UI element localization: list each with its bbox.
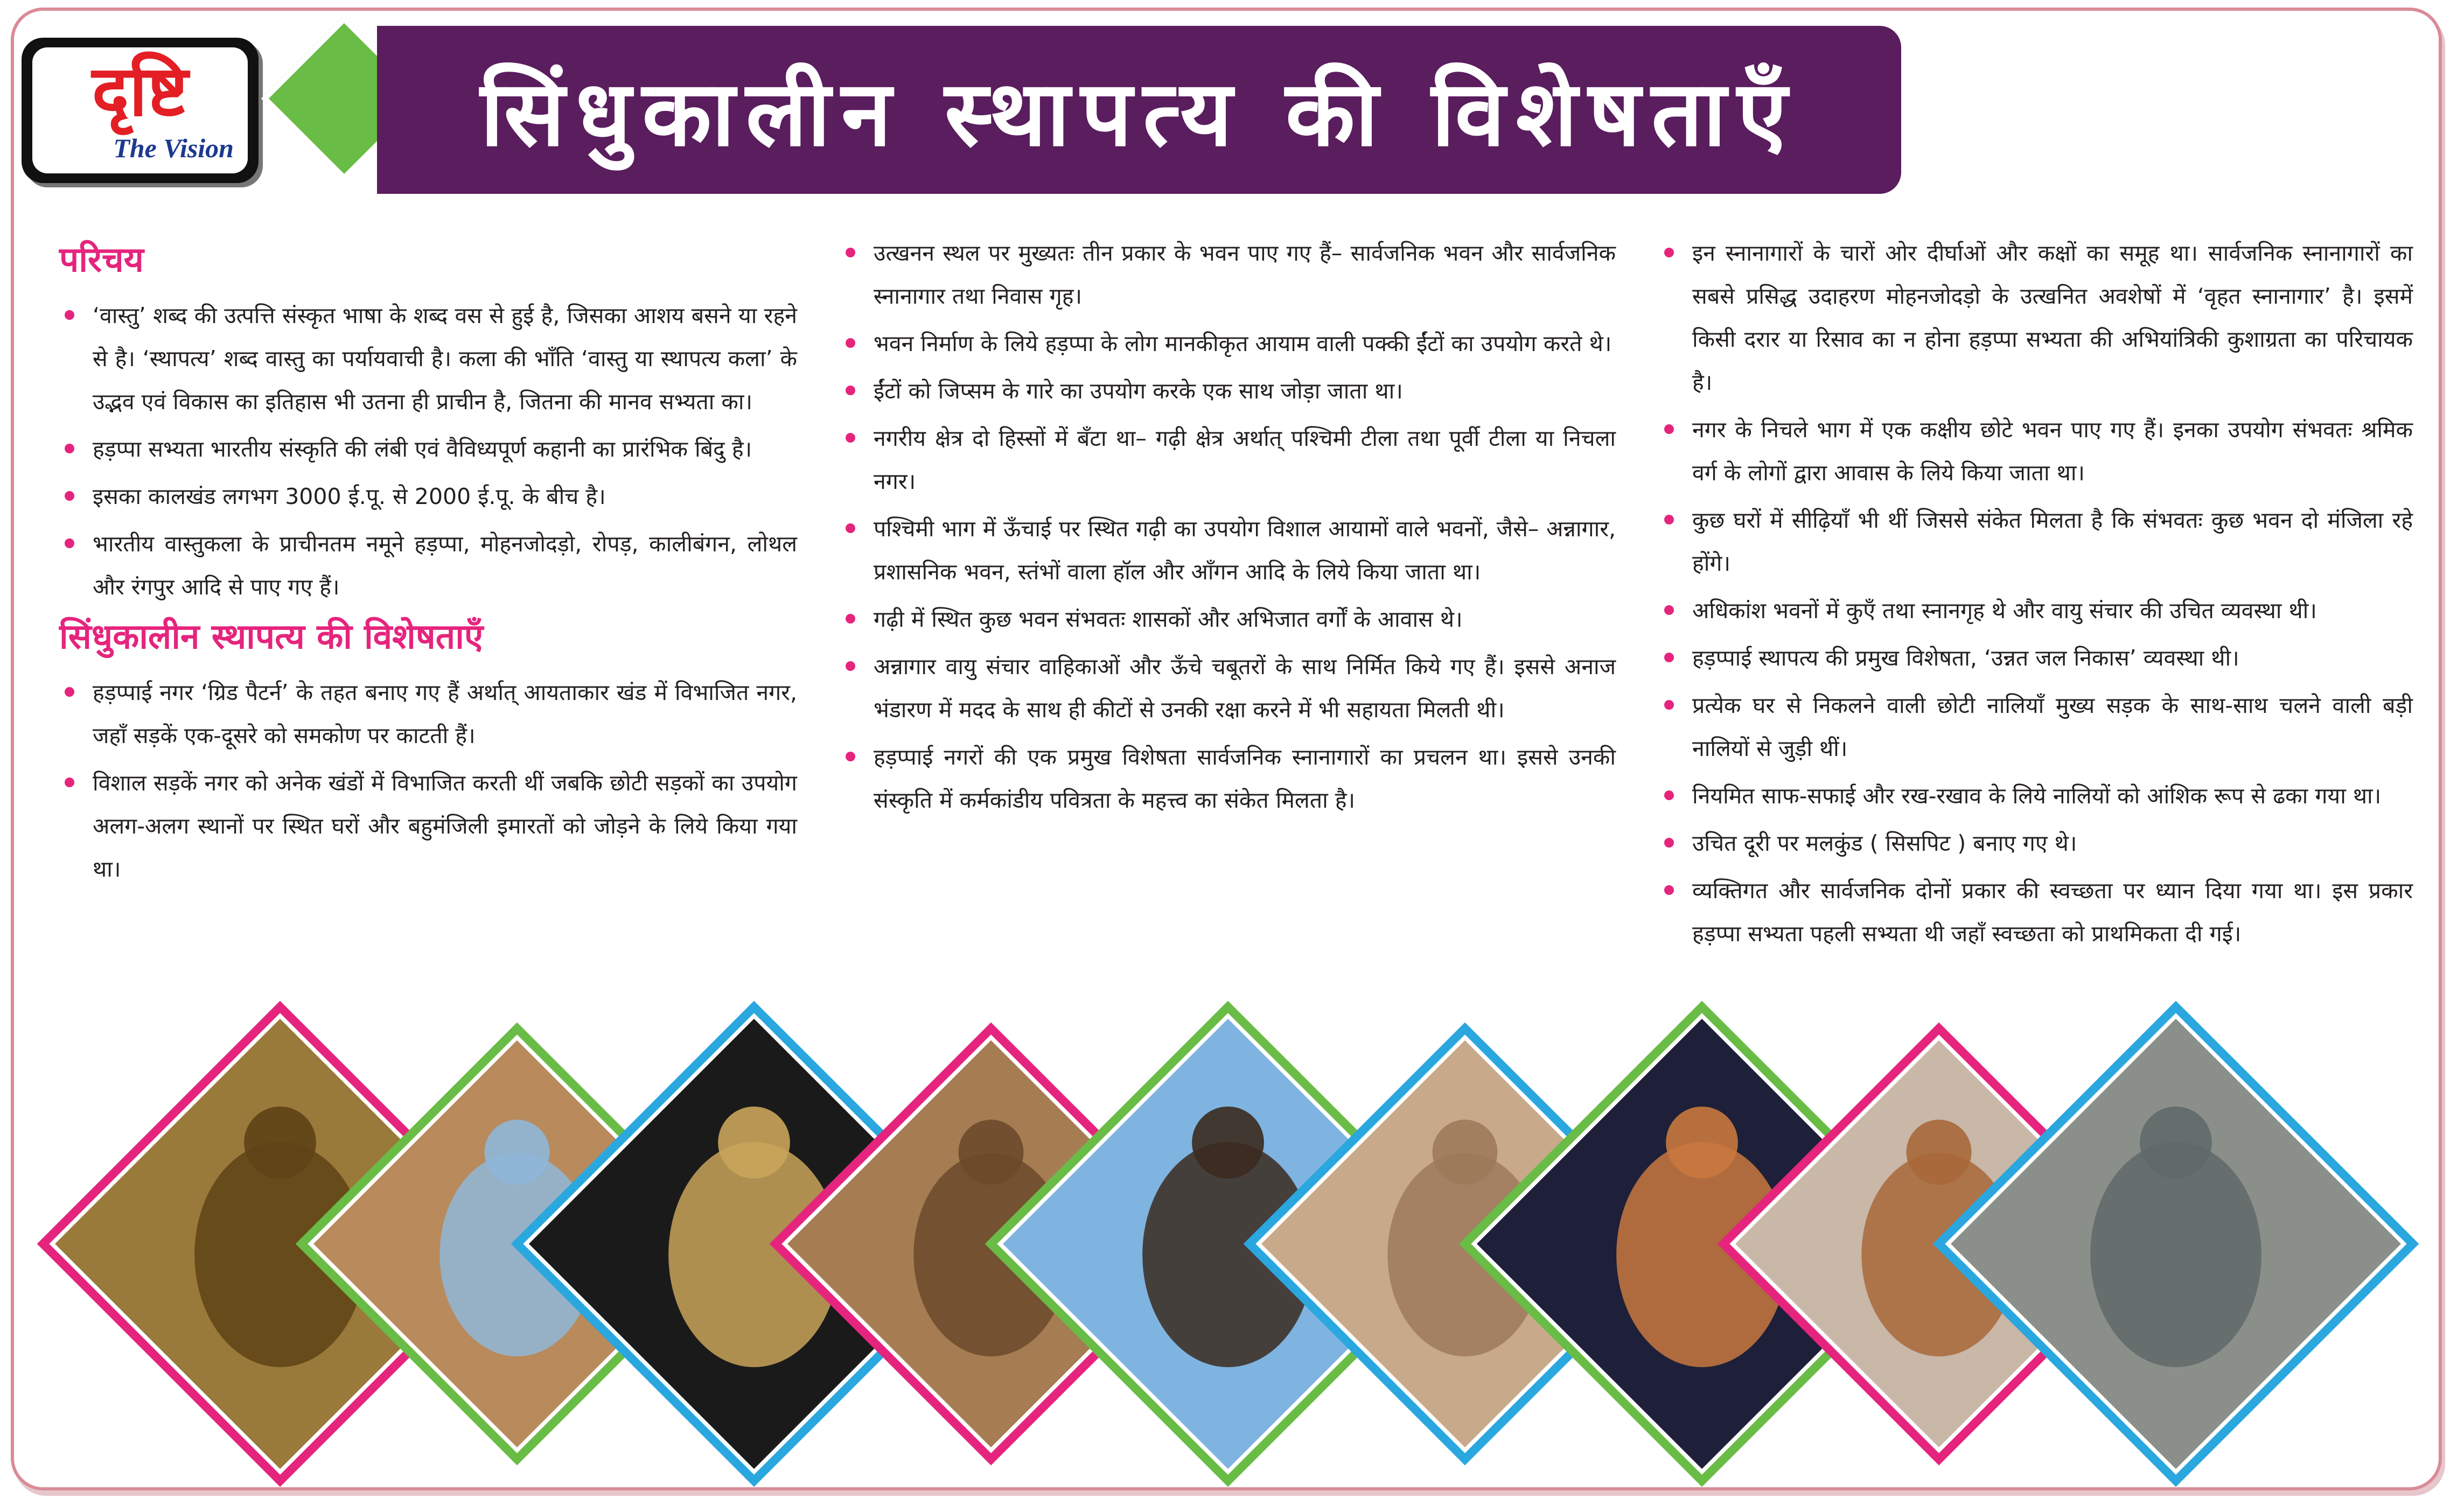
list-item: हड़प्पा सभ्यता भारतीय संस्कृति की लंबी एवं वैविध्यपूर्ण कहानी का प्रारंभिक बिंदु है। [59,428,797,471]
title-banner [377,26,1901,194]
intro-list [59,294,797,608]
list-item: ईंटों को जिप्सम के गारे का उपयोग करके एक साथ जोड़ा जाता था। [840,369,1616,412]
list-item: गढ़ी में स्थित कुछ भवन संभवतः शासकों और अभिजात वर्गों के आवास थे। [840,598,1616,641]
list-item: विशाल सड़कें नगर को अनेक खंडों में विभाजित करती थीं जबकि छोटी सड़कों का उपयोग अलग-अलग स्थानों पर स्थित घरों और बहुमंजिली इमारतों को जोड़ने के लिये किया गया था। [59,761,797,891]
logo-english-text: The Vision [113,133,234,163]
features-heading: सिंधुकालीन स्थापत्य की विशेषताएँ [59,617,484,657]
list-item: ‘वास्तु’ शब्द की उत्पत्ति संस्कृत भाषा के शब्द वस से हुई है, जिसका आशय बसने या रहने से है। ‘स्थापत्य’ शब्द वास्तु का पर्यायवाची है। कला की भाँति ‘वास्तु या स्थापत्य कला’ के उद्भव एवं विकास का इतिहास भी उतना ही प्राचीन है, जितना की मानव सभ्यता का। [59,294,797,423]
list-item: उत्खनन स्थल पर मुख्यतः तीन प्रकार के भवन पाए गए हैं– सार्वजनिक भवन और सार्वजनिक स्नानागार तथा निवास गृह। [840,232,1616,318]
list-item: कुछ घरों में सीढ़ियाँ भी थीं जिससे संकेत मिलता है कि संभवतः कुछ भवन दो मंजिला रहे होंगे। [1659,499,2413,585]
list-item: प्रत्येक घर से निकलने वाली छोटी नालियाँ मुख्य सड़क के साथ-साथ चलने वाली बड़ी नालियों से जुड़ी थीं। [1659,684,2413,770]
list-item: नियमित साफ-सफाई और रख-रखाव के लिये नालियों को आंशिक रूप से ढका गया था। [1659,774,2413,817]
list-item: नगर के निचले भाग में एक कक्षीय छोटे भवन पाए गए हैं। इनका उपयोग संभवतः श्रमिक वर्ग के लोगों द्वारा आवास के लिये किया जाता था। [1659,408,2413,494]
page-title: सिंधुकालीन स्थापत्य की विशेषताएँ [480,60,1798,166]
list-item: व्यक्तिगत और सार्वजनिक दोनों प्रकार की स्वच्छता पर ध्यान दिया गया था। इस प्रकार हड़प्पा सभ्यता पहली सभ्यता थी जहाँ स्वच्छता को प्राथमिकता दी गई। [1659,869,2413,955]
list-item: इसका कालखंड लगभग 3000 ई.पू. से 2000 ई.पू. के बीच है। [59,475,797,518]
brand-logo [22,38,259,183]
list-item: हड़प्पाई स्थापत्य की प्रमुख विशेषता, ‘उन्नत जल निकास’ व्यवस्था थी। [1659,636,2413,680]
column-1 [59,237,797,896]
list-item: इन स्नानागारों के चारों ओर दीर्घाओं और कक्षों का समूह था। सार्वजनिक स्नानागारों का सबसे प्रसिद्ध उदाहरण मोहनजोदड़ो के उत्खनित अवशेषों में ‘वृहत स्नानागार’ है। इसमें किसी दरार या रिसाव का न होना हड़प्पा सभ्यता की अभियांत्रिकी कुशाग्रता का परिचायक है। [1659,232,2413,404]
intro-heading: परिचय [59,240,144,280]
column-2-list [840,232,1616,822]
list-item: भवन निर्माण के लिये हड़प्पा के लोग मानकीकृत आयाम वाली पक्की ईंटों का उपयोग करते थे। [840,322,1616,365]
logo-hindi-text: दृष्टि [92,50,189,132]
list-item: पश्चिमी भाग में ऊँचाई पर स्थित गढ़ी का उपयोग विशाल आयामों वाले भवनों, जैसे– अन्नागार, प्रशासनिक भवन, स्तंभों वाला हॉल और आँगन आदि के लिये किया जाता था। [840,507,1616,593]
features-list [59,671,797,891]
column-3-list [1659,232,2413,955]
list-item: उचित दूरी पर मलकुंड ( सिसपिट ) बनाए गए थे। [1659,822,2413,865]
list-item: भारतीय वास्तुकला के प्राचीनतम नमूने हड़प्पा, मोहनजोदड़ो, रोपड़, कालीबंगन, लोथल और रंगपुर आदि से पाए गए हैं। [59,522,797,608]
list-item: हड़प्पाई नगर ‘ग्रिड पैटर्न’ के तहत बनाए गए हैं अर्थात् आयताकार खंड में विभाजित नगर, जहाँ सड़कें एक-दूसरे को समकोण पर काटती हैं। [59,671,797,757]
list-item: नगरीय क्षेत्र दो हिस्सों में बँटा था– गढ़ी क्षेत्र अर्थात् पश्चिमी टीला तथा पूर्वी टीला या निचला नगर। [840,417,1616,503]
column-2 [840,232,1616,827]
list-item: अधिकांश भवनों में कुएँ तथा स्नानगृह थे और वायु संचार की उचित व्यवस्था थी। [1659,589,2413,632]
list-item: अन्नागार वायु संचार वाहिकाओं और ऊँचे चबूतरों के साथ निर्मित किये गए हैं। इससे अनाज भंडारण में मदद के साथ ही कीटों से उनकी रक्षा करने में भी सहायता मिलती थी। [840,645,1616,731]
list-item: हड़प्पाई नगरों की एक प्रमुख विशेषता सार्वजनिक स्नानागारों का प्रचलन था। इससे उनकी संस्कृति में कर्मकांडीय पवित्रता के महत्त्व का संकेत मिलता है। [840,736,1616,822]
column-3 [1659,232,2413,961]
logo-panel [32,47,248,173]
